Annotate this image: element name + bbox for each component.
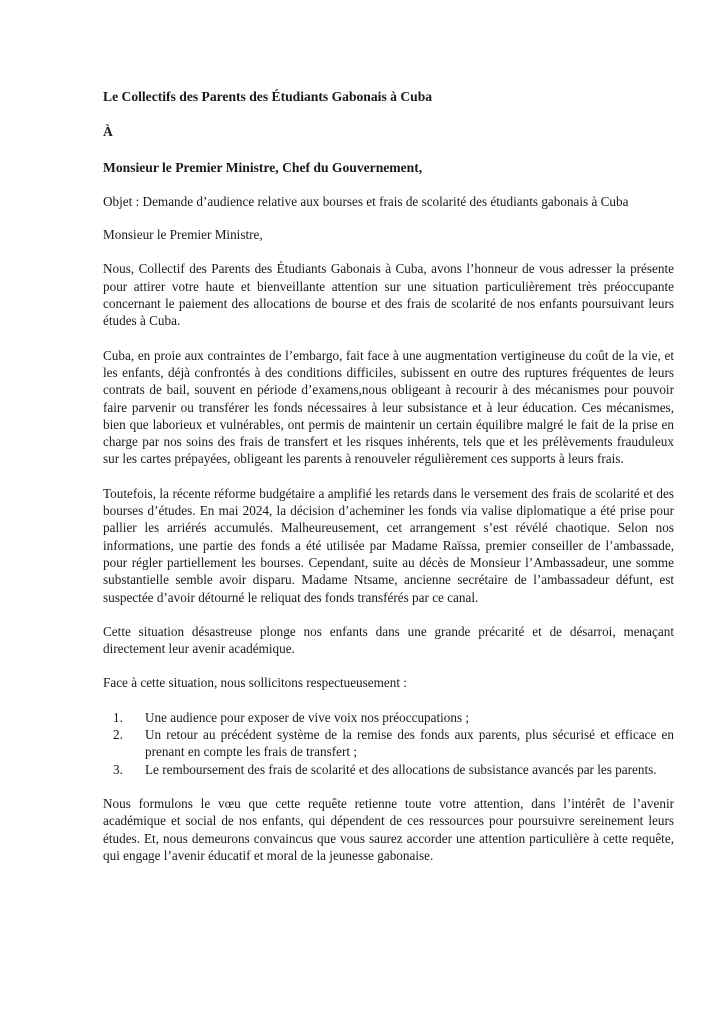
letter-page	[103, 88, 674, 881]
list-item	[103, 709, 674, 726]
paragraph-context: Cuba, en proie aux contraintes de l’embargo, fait face à une augmentation vertigineuse du coût de la vie, et les enfants, déjà confrontés à des conditions difficiles, subissent en outre des ruptures fréquentes de leurs contrats de bail, souvent en période d’examens,nous obligeant à recourir à des mécanismes pour pouvoir faire parvenir ou transférer les fonds nécessaires à leur subsistance et à leur éducation. Ces mécanismes, bien que laborieux et vulnérables, ont permis de maintenir un certain équilibre malgré le fait de la prise en charge par nos soins des frais de transfert et les risques inhérents, tels que et les prélèvements frauduleux sur les cartes prépayées, obligeant les parents à renouveler régulièrement ces supports à leurs frais.	[103, 347, 674, 467]
list-item-text: Une audience pour exposer de vive voix nos préoccupations ;	[145, 709, 470, 725]
paragraph-closing: Nous formulons le vœu que cette requête retienne toute votre attention, dans l’intérêt de l’avenir académique et social de nos enfants, qui dépendent de ces ressources pour poursuivre sereinement leurs études. Et, nous demeurons convaincus que vous saurez accorder une attention particulière à cette requête, qui engage l’avenir éducatif et moral de la jeunesse gabonaise.	[103, 795, 674, 863]
list-item-text: Un retour au précédent système de la remise des fonds aux parents, plus sécurisé et efficace en prenant en compte les frais de transfert ;	[145, 727, 674, 760]
addressee-label: À	[103, 124, 113, 140]
list-item-text: Le remboursement des frais de scolarité et des allocations de subsistance avancés par les parents.	[145, 761, 657, 777]
letter-subject: Objet : Demande d’audience relative aux bourses et frais de scolarité des étudiants gabonais à Cuba	[103, 193, 629, 209]
list-item	[103, 761, 674, 778]
letter-salutation: Monsieur le Premier Ministre,	[103, 227, 263, 243]
list-item-number: 2.	[113, 727, 123, 743]
letter-sender: Le Collectifs des Parents des Étudiants Gabonais à Cuba	[103, 89, 433, 104]
paragraph-reform-issues: Toutefois, la récente réforme budgétaire a amplifié les retards dans le versement des frais de scolarité et des bourses d’études. En mai 2024, la décision d’acheminer les fonds via valise diplomatique a été prise pour pallier les arriérés accumulés. Malheureusement, cet arrangement s’est révélé chaotique. Selon nos informations, une partie des fonds a été utilisée par Madame Raïssa, premier conseiller de l’ambassade, pour régler partiellement les bourses. Cependant, suite au décès de Monsieur l’Ambassadeur, une somme substantielle semble avoir disparu. Madame Ntsame, ancienne secrétaire de l’ambassadeur défunt, est suspectée d’avoir détourné le reliquat des fonds transférés par ce canal.	[103, 485, 674, 605]
requests-list	[103, 709, 674, 778]
list-item	[103, 726, 674, 761]
paragraph-introduction: Nous, Collectif des Parents des Étudiants Gabonais à Cuba, avons l’honneur de vous adresser la présente pour attirer votre haute et bienveillante attention sur une situation particulièrement très préoccupante concernant le paiement des allocations de bourse et des frais de scolarité de nos enfants poursuivant leurs études à Cuba.	[103, 261, 674, 329]
letter-recipient: Monsieur le Premier Ministre, Chef du Gouvernement,	[103, 159, 423, 175]
paragraph-request-intro: Face à cette situation, nous sollicitons respectueusement :	[103, 675, 407, 691]
list-item-number: 3.	[113, 761, 123, 777]
paragraph-consequences: Cette situation désastreuse plonge nos enfants dans une grande précarité et de désarroi, menaçant directement leur avenir académique.	[103, 623, 674, 657]
list-item-number: 1.	[113, 709, 123, 725]
